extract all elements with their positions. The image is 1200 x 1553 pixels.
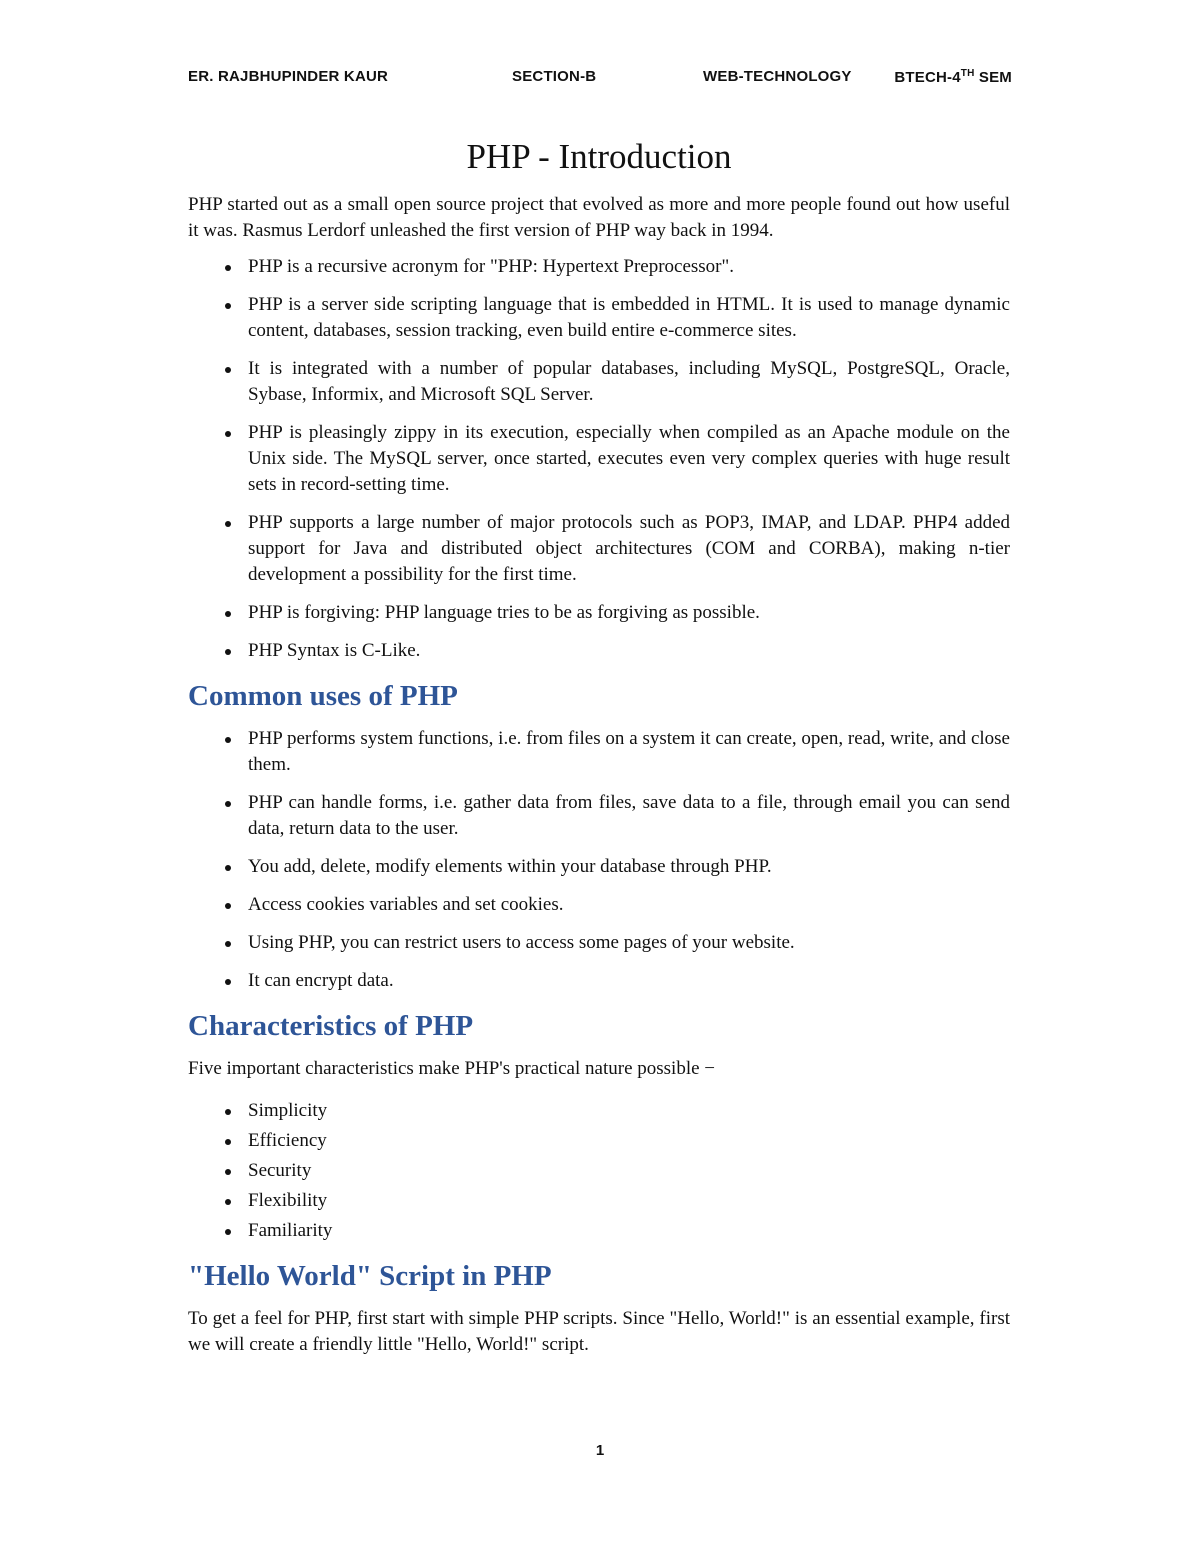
bullet-icon bbox=[225, 1229, 231, 1235]
list-item-text: PHP can handle forms, i.e. gather data from files, save data to a file, through email you can send data, return data to the user. bbox=[248, 792, 1010, 839]
bullet-icon bbox=[225, 1169, 231, 1175]
page-header bbox=[188, 68, 1012, 92]
list-item bbox=[188, 420, 1010, 498]
list-item-text: Using PHP, you can restrict users to access some pages of your website. bbox=[248, 932, 795, 953]
list-item-text: Simplicity bbox=[248, 1100, 328, 1121]
list-item-text: You add, delete, modify elements within your database through PHP. bbox=[248, 856, 772, 877]
list-item-text: PHP is forgiving: PHP language tries to be as forgiving as possible. bbox=[248, 602, 760, 623]
list-item bbox=[188, 1188, 1010, 1214]
list-item-text: PHP is a server side scripting language that is embedded in HTML. It is used to manage dynamic content, databases, session tracking, even build entire e-commerce sites. bbox=[248, 294, 1010, 341]
list-item-text: Access cookies variables and set cookies. bbox=[248, 894, 564, 915]
bullet-icon bbox=[225, 265, 231, 271]
characteristics-heading: Characteristics of PHP bbox=[188, 1010, 474, 1042]
bullet-icon bbox=[225, 903, 231, 909]
list-item bbox=[188, 892, 1010, 918]
list-item-text: PHP is pleasingly zippy in its execution, especially when compiled as an Apache module on the Unix side. The MySQL server, once started, executes even very complex queries with huge result sets in record-setting time. bbox=[248, 422, 1010, 495]
intro-paragraph: PHP started out as a small open source project that evolved as more and more people found out how useful it was. Rasmus Lerdorf unleashed the first version of PHP way back in 1994. bbox=[188, 194, 1010, 241]
list-item-text: Security bbox=[248, 1160, 312, 1181]
bullet-icon bbox=[225, 865, 231, 871]
list-item bbox=[188, 968, 1010, 994]
list-item bbox=[188, 254, 1010, 280]
list-item bbox=[188, 726, 1010, 778]
bullet-icon bbox=[225, 611, 231, 617]
header-author: ER. RAJBHUPINDER KAUR bbox=[188, 68, 389, 85]
bullet-icon bbox=[225, 303, 231, 309]
list-item bbox=[188, 1098, 1010, 1124]
list-item-text: Efficiency bbox=[248, 1130, 327, 1151]
list-item bbox=[188, 1128, 1010, 1154]
list-item-text: PHP is a recursive acronym for "PHP: Hypertext Preprocessor". bbox=[248, 256, 735, 277]
uses-bullet-list bbox=[188, 726, 1010, 994]
list-item-text: PHP performs system functions, i.e. from files on a system it can create, open, read, write, and close them. bbox=[248, 728, 1010, 775]
list-item bbox=[188, 790, 1010, 842]
document-body bbox=[188, 136, 1010, 1358]
header-course-sup: TH bbox=[960, 68, 975, 79]
bullet-icon bbox=[225, 941, 231, 947]
bullet-icon bbox=[225, 367, 231, 373]
list-item bbox=[188, 292, 1010, 344]
bullet-icon bbox=[225, 649, 231, 655]
list-item bbox=[188, 600, 1010, 626]
bullet-icon bbox=[225, 979, 231, 985]
list-item bbox=[188, 1218, 1010, 1244]
bullet-icon bbox=[225, 521, 231, 527]
list-item-text: It is integrated with a number of popular databases, including MySQL, PostgreSQL, Oracle, Sybase, Informix, and Microsoft SQL Server. bbox=[248, 358, 1010, 405]
hello-world-heading: "Hello World" Script in PHP bbox=[188, 1260, 552, 1292]
bullet-icon bbox=[225, 431, 231, 437]
bullet-icon bbox=[225, 1139, 231, 1145]
bullet-icon bbox=[225, 1109, 231, 1115]
bullet-icon bbox=[225, 801, 231, 807]
characteristics-intro: Five important characteristics make PHP's practical nature possible − bbox=[188, 1058, 715, 1079]
list-item-text: It can encrypt data. bbox=[248, 970, 394, 991]
header-course bbox=[894, 68, 1012, 86]
bullet-icon bbox=[225, 737, 231, 743]
list-item bbox=[188, 638, 1010, 664]
list-item bbox=[188, 854, 1010, 880]
characteristics-bullet-list bbox=[188, 1098, 1010, 1244]
page-number: 1 bbox=[595, 1442, 605, 1459]
header-course-suffix: SEM bbox=[974, 69, 1012, 86]
list-item-text: Familiarity bbox=[248, 1220, 333, 1241]
header-subject: WEB-TECHNOLOGY bbox=[703, 68, 852, 85]
page-title: PHP - Introduction bbox=[466, 137, 732, 176]
hello-world-paragraph: To get a feel for PHP, first start with simple PHP scripts. Since "Hello, World!" is an essential example, first we will create a friendly little "Hello, World!" script. bbox=[188, 1308, 1010, 1355]
uses-heading: Common uses of PHP bbox=[188, 680, 458, 712]
intro-bullet-list bbox=[188, 254, 1010, 664]
list-item bbox=[188, 510, 1010, 588]
list-item bbox=[188, 1158, 1010, 1184]
bullet-icon bbox=[225, 1199, 231, 1205]
list-item-text: PHP supports a large number of major protocols such as POP3, IMAP, and LDAP. PHP4 added support for Java and distributed object architectures (COM and CORBA), making n-tier development a possibility for the first time. bbox=[248, 512, 1010, 585]
list-item-text: Flexibility bbox=[248, 1190, 328, 1211]
list-item-text: PHP Syntax is C-Like. bbox=[248, 640, 421, 661]
list-item bbox=[188, 930, 1010, 956]
header-section: SECTION-B bbox=[512, 68, 597, 85]
header-course-prefix: BTECH-4 bbox=[894, 69, 961, 86]
list-item bbox=[188, 356, 1010, 408]
